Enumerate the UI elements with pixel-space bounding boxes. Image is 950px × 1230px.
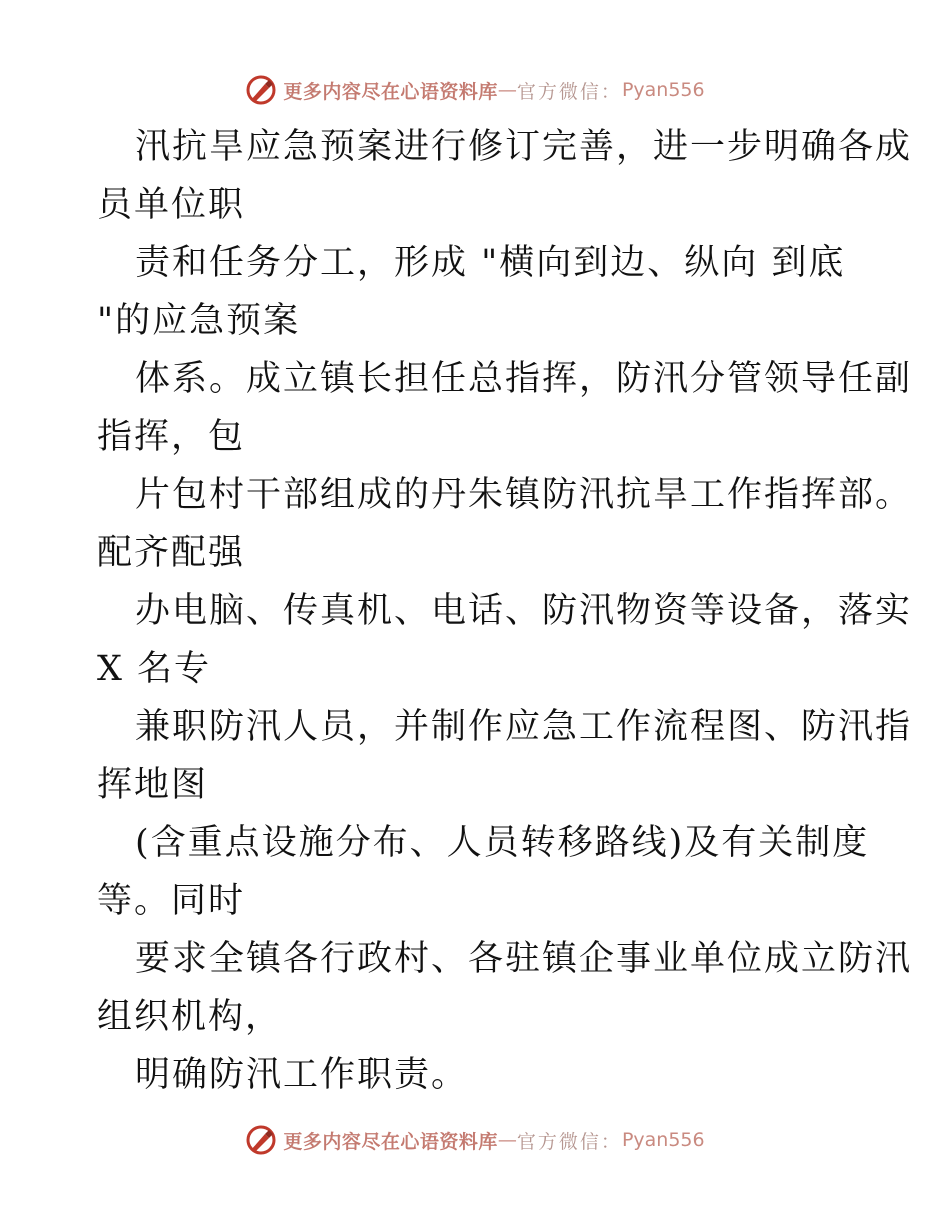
document-body <box>97 118 913 1104</box>
pen-logo-icon <box>245 1124 277 1156</box>
paragraph <box>97 698 913 814</box>
pen-logo-icon <box>245 74 277 106</box>
paragraph-line: 挥地图 <box>97 765 209 805</box>
paragraph <box>97 930 913 1046</box>
paragraph-line: 组织机构， <box>97 997 283 1037</box>
paragraph-line: 体系。成立镇长担任总指挥，防汛分管领导任副 <box>135 359 913 399</box>
paragraph <box>97 234 867 350</box>
watermark-brand: 更多内容尽在心语资料库 <box>283 1130 498 1153</box>
paragraph <box>97 350 913 466</box>
paragraph-line: 明确防汛工作职责。 <box>135 1055 469 1095</box>
paragraph-line: (含重点设施分布、人员转移路线)及有关制度 <box>135 823 870 863</box>
paragraph <box>97 1046 867 1104</box>
watermark-dash: — <box>497 1129 517 1151</box>
paragraph-line: 办电脑、传真机、电话、防汛物资等设备，落实 <box>135 591 913 631</box>
watermark-wechat-label: 官方微信： <box>516 80 622 103</box>
paragraph-line: 等。同时 <box>97 881 246 921</box>
paragraph-line: 指挥，包 <box>97 417 246 457</box>
paragraph <box>97 582 913 698</box>
footer-watermark <box>0 1120 950 1160</box>
paragraph-line: 兼职防汛人员，并制作应急工作流程图、防汛指 <box>135 707 913 747</box>
paragraph <box>97 118 913 234</box>
paragraph <box>97 814 870 930</box>
paragraph-line: 片包村干部组成的丹朱镇防汛抗旱工作指挥部。 <box>135 475 913 515</box>
header-watermark <box>0 70 950 110</box>
watermark-dash: — <box>497 79 517 101</box>
paragraph-line: 责和任务分工，形成 "横向到边、纵向 到底 <box>135 243 846 283</box>
paragraph-line: 员单位职 <box>97 185 246 225</box>
watermark-brand: 更多内容尽在心语资料库 <box>283 80 498 103</box>
paragraph-line: 要求全镇各行政村、各驻镇企事业单位成立防汛 <box>135 939 913 979</box>
paragraph-line: 配齐配强 <box>97 533 246 573</box>
paragraph <box>97 466 913 582</box>
paragraph-line: 汛抗旱应急预案进行修订完善，进一步明确各成 <box>135 127 913 167</box>
paragraph-line: "的应急预案 <box>97 301 301 341</box>
watermark-wechat-id: Pyan556 <box>621 79 705 101</box>
watermark-wechat-id: Pyan556 <box>621 1129 705 1151</box>
watermark-wechat-label: 官方微信： <box>516 1130 622 1153</box>
paragraph-line: X 名专 <box>97 649 212 689</box>
